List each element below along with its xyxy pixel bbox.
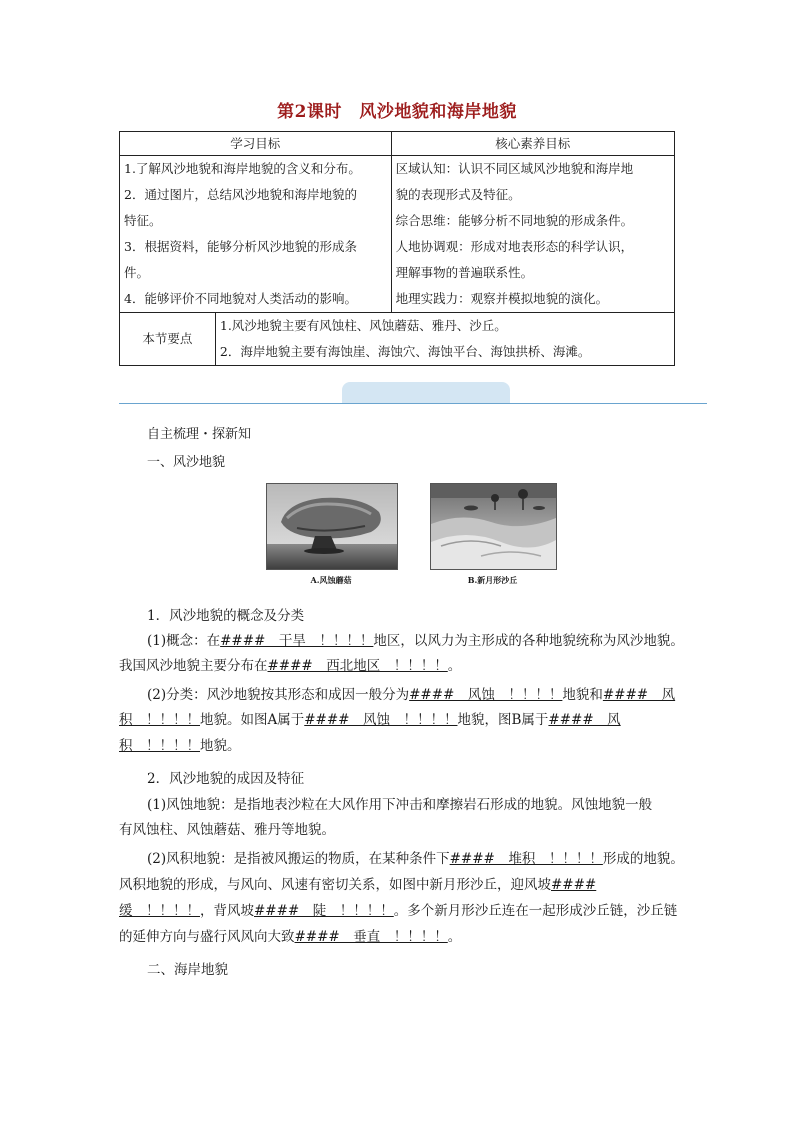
p2-line-5 [119,899,679,924]
text-run: (2)分类：风沙地貌按其形态和成因一般分为 [147,687,410,703]
goal-line: 3．根据资料，能够分析风沙地貌的形成条 [124,239,357,254]
section-header: 自主梳理・探新知 [147,427,252,442]
goal-line: 4．能够评价不同地貌对人类活动的影响。 [124,291,357,306]
answer-blank: #### 堆积 ！！！！ [449,851,603,867]
section-divider [119,403,707,404]
mushroom-rock-image [267,484,397,569]
photo-wind-mushroom [266,483,398,570]
text-run: 地貌，图B属于 [457,712,549,728]
text-run: 的延伸方向与盛行风风向大致 [119,929,295,945]
text-run: 我国风沙地貌主要分布在 [119,658,268,674]
p1-line-1 [147,629,707,654]
answer-blank: #### 风 [548,712,621,728]
p2-line-6 [119,925,679,950]
answer-blank: #### 陡 ！！！！ [254,903,394,919]
key-points-label: 本节要点 [120,313,216,366]
text-run: 。 [447,658,462,674]
text-run: 地区，以风力为主形成的各种地貌统称为风沙地貌。 [373,633,684,649]
literacy-line: 理解事物的普遍联系性。 [395,265,534,280]
goal-line: 件。 [124,265,150,280]
p1-heading: 1．风沙地貌的概念及分类 [147,608,305,624]
learning-goals-cell [120,156,392,313]
literacy-line: 地理实践力：观察并模拟地貌的演化。 [395,291,609,306]
table-header-row [120,132,675,156]
p2-line-1: (1)风蚀地貌：是指地表沙粒在大风作用下冲击和摩擦岩石形成的地貌。风蚀地貌一般 [147,797,653,813]
header-core-literacy: 核心素养目标 [391,132,674,156]
table-goals-row [120,156,675,313]
text-run: 。 [447,929,462,945]
literacy-line: 人地协调观：形成对地表形态的科学认识， [395,239,634,254]
core-literacy-cell [391,156,674,313]
p1-line-2 [119,654,679,679]
goal-line: 1.了解风沙地貌和海岸地貌的含义和分布。 [124,161,361,176]
answer-blank: #### 风蚀 ！！！！ [409,687,563,703]
answer-blank: #### 风 [602,687,676,703]
key-point-line: 2．海岸地貌主要有海蚀崖、海蚀穴、海蚀平台、海蚀拱桥、海滩。 [219,344,591,359]
answer-blank: #### 垂直 ！！！！ [294,929,448,945]
key-point-line: 1.风沙地貌主要有风蚀柱、风蚀蘑菇、雅丹、沙丘。 [219,318,507,333]
table-keypoints-row [120,313,675,366]
section2-title: 二、海岸地貌 [147,962,228,978]
p2-heading: 2．风沙地貌的成因及特征 [147,771,305,787]
photo-crescent-dune [430,483,557,570]
p2-line-4 [119,873,679,898]
answer-blank: #### 干旱 ！！！！ [220,633,374,649]
text-run: 地貌。 [200,738,241,754]
text-run: 风积地貌的形成，与风向、风速有密切关系，如图中新月形沙丘，迎风坡 [119,877,551,893]
literacy-line: 区域认知：认识不同区域风沙地貌和海岸地 [395,161,634,176]
p2-line-3 [147,847,707,872]
section-tab-band [342,382,510,403]
section1-title: 一、风沙地貌 [147,455,226,470]
goal-line: 2．通过图片，总结风沙地貌和海岸地貌的 [124,187,357,202]
literacy-line: 综合思维：能够分析不同地貌的形成条件。 [395,213,634,228]
p1-line-5 [119,734,679,759]
literacy-line: 貌的表现形式及特征。 [395,187,521,202]
page-title: 第2课时 风沙地貌和海岸地貌 [277,102,517,122]
answer-blank: #### 风蚀 ！！！！ [304,712,458,728]
answer-blank: 积 ！！！！ [119,738,200,754]
text-run: ，背风坡 [200,903,254,919]
text-run: (2)风积地貌：是指被风搬运的物质，在某种条件下 [147,851,450,867]
crescent-dune-image [431,484,556,569]
text-run: 。多个新月形沙丘连在一起形成沙丘链，沙丘链 [393,903,678,919]
p1-line-4 [119,708,679,733]
text-run: 地貌和 [562,687,603,703]
text-run: (1)概念：在 [147,633,221,649]
learning-goals-table [119,131,675,366]
header-learning-goals: 学习目标 [120,132,392,156]
goal-line: 特征。 [124,213,162,228]
photo-a-caption: A.风蚀蘑菇 [310,575,352,585]
answer-blank: 缓 ！！！！ [119,903,200,919]
answer-blank: #### 西北地区 ！！！！ [267,658,448,674]
photo-b-caption: B.新月形沙丘 [467,575,518,585]
key-points-cell [215,313,674,366]
answer-blank: 积 ！！！！ [119,712,200,728]
text-run: 地貌。如图A属于 [200,712,305,728]
p1-line-3 [147,683,707,708]
text-run: 形成的地貌。 [602,851,684,867]
p2-line-2: 有风蚀柱、风蚀蘑菇、雅丹等地貌。 [119,822,335,838]
answer-blank: #### [551,877,597,893]
